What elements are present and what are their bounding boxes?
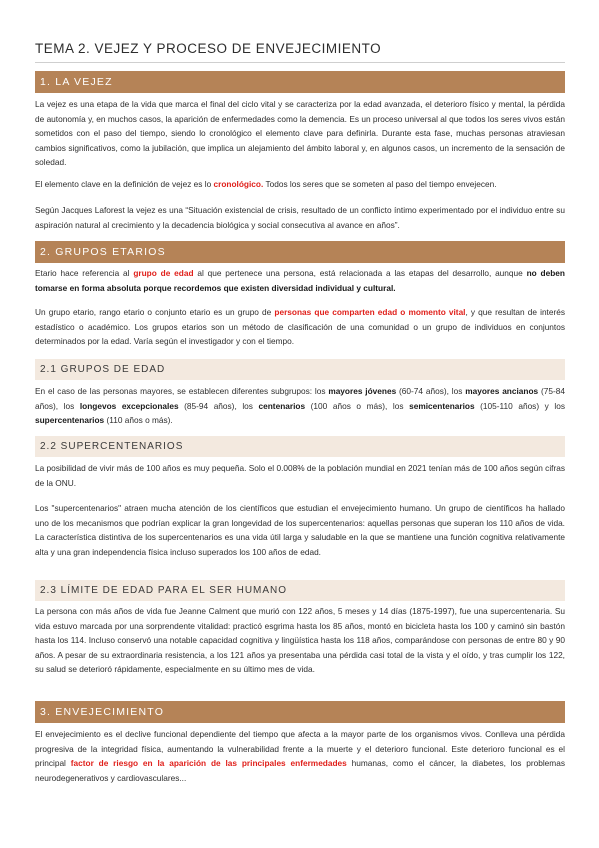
- text-run: (110 años o más).: [104, 415, 173, 426]
- paragraph-posibilidad-100: La posibilidad de vivir más de 100 años es muy pequeña. Solo el 0.008% de la población mundial en 2021 tenían más de 100 años según cifras de la ONU.: [35, 463, 565, 488]
- paragraph-envejecimiento-definition: [35, 727, 565, 785]
- text-run: (105-110 años) y los: [474, 400, 565, 411]
- text-run: Un grupo etario, rango etario o conjunto etario es un grupo de: [35, 307, 275, 317]
- text-run: Todos los seres que se someten al paso del tiempo envejecen.: [263, 179, 497, 189]
- paragraph-etario-definition: [35, 266, 565, 295]
- bold-diversidad: no deben tomarse en forma absoluta porque recordemos que existen diversidad individual y cultural.: [35, 268, 565, 293]
- text-run: Etario hace referencia al: [35, 268, 134, 278]
- text-run: (85-94 años), los: [178, 400, 259, 411]
- section-heading-envejecimiento: 3. ENVEJECIMIENTO: [35, 701, 565, 723]
- highlight-cronologico: cronológico.: [213, 179, 264, 189]
- text-run: En el caso de las personas mayores, se establecen diferentes subgrupos: los: [35, 386, 329, 396]
- bold-centenarios: centenarios: [258, 400, 306, 411]
- paragraph-supercentenarios: Los "supercentenarios" atraen mucha atención de los científicos que estudian el envejecimiento humano. Un grupo de científicos ha hallado uno de los mecanismos que podrían explicar la gran longevidad de los supercentenarios: aquellas personas que superan los 110 años de vida. La característica distintiva de los supercentenarios es una vida útil larga y saludable en la que se mantiene una función cognitiva relativamente alta y una gran independencia física incluso superados los 100 años de edad.: [35, 503, 565, 557]
- section-heading-grupos-de-edad: 2.1 GRUPOS DE EDAD: [35, 359, 565, 380]
- text-run: humanas, como el cáncer, la diabetes, los problemas neurodegenerativos y cardiovasculares...: [35, 758, 565, 783]
- page-title: TEMA 2. VEJEZ Y PROCESO DE ENVEJECIMIENTO: [35, 41, 382, 56]
- highlight-grupo-de-edad: grupo de edad: [133, 268, 194, 278]
- text-run: El elemento clave en la definición de vejez es lo: [35, 179, 214, 189]
- text-run: , y que resultan de interés estadístico o académico. Los grupos etarios son un método de clasificación de una comunidad o un grupo de individuos en conjuntos determinados por la edad. Varía según el investigador y con el tiempo.: [35, 307, 566, 347]
- paragraph-grupo-etario: [35, 305, 565, 349]
- bold-supercentenarios: supercentenarios: [35, 415, 105, 426]
- section-heading-limite-edad: 2.3 LÍMITE DE EDAD PARA EL SER HUMANO: [35, 580, 565, 601]
- text-run: El envejecimiento es el declive funcional dependiente del tiempo que afecta a la mayor parte de los organismos vivos. Conlleva una pérdida progresiva de la integridad física, aumentando la vulnerabilidad frente a la muerte y el deterioro funcional. Este deterioro funcional es el principal: [35, 729, 565, 769]
- section-heading-grupos-etarios: 2. GRUPOS ETARIOS: [35, 241, 565, 263]
- bold-longevos: longevos excepcionales: [79, 400, 179, 411]
- highlight-personas-edad: personas que comparten edad o momento vital: [274, 307, 466, 317]
- highlight-factor-de-riesgo: factor de riesgo en la aparición de las principales enfermedades: [70, 758, 347, 769]
- paragraph-jeanne-calment: La persona con más años de vida fue Jeanne Calment que murió con 122 años, 5 meses y 14 días (1875-1997), fue una supercentenaria. Su vida estuvo marcada por una sorprendente vitalidad: practicó esgrima hasta los 85 años, montó en bicicleta hasta los 100 y caminó sin bastón hasta los 114. Incluso conservó una notable capacidad cognitiva y lingüística hasta los 118 años, comparándose con personas de entre 80 y 90 años. A pesar de su extraordinaria resistencia, a los 121 años ya presentaba una pérdida casi total de la vista y el oído, y tras cumplir los 122, su salud se deterioró rápidamente, especialmente en su último mes de vida.: [35, 606, 565, 675]
- bold-semicentenarios: semicentenarios: [409, 400, 475, 411]
- paragraph-vejez-definition: La vejez es una etapa de la vida que marca el final del ciclo vital y se caracteriza por la edad avanzada, el deterioro físico y mental, la pérdida de autonomía y, en muchos casos, la aparición de enfermedades como la demencia. Es un proceso universal al que todos los seres vivos están sometidos con el paso del tiempo, siendo lo cronológico el elemento clave para definirla. Durante esta fase, muchas personas atraviesan cambios significativos, como la jubilación, que implica un alejamiento del ámbito laboral y, en algunos casos, un incremento de la sensación de soledad.: [35, 99, 565, 168]
- section-heading-vejez: 1. LA VEJEZ: [35, 71, 565, 93]
- bold-mayores-jovenes: mayores jóvenes: [328, 386, 397, 396]
- text-run: (60-74 años), los: [396, 386, 466, 396]
- section-heading-supercentenarios: 2.2 SUPERCENTENARIOS: [35, 436, 565, 457]
- bold-mayores-ancianos: mayores ancianos: [465, 386, 539, 396]
- paragraph-subgrupos: [35, 384, 565, 428]
- paragraph-vejez-key-element: [35, 177, 565, 192]
- text-run: (75-84 años), los: [35, 386, 565, 411]
- text-run: (100 años o más), los: [305, 400, 410, 411]
- text-run: al que pertenece una persona, está relacionada a las etapas del desarrollo, aunque: [193, 268, 527, 278]
- title-divider: [35, 62, 565, 63]
- paragraph-laforest-quote: Según Jacques Laforest la vejez es una “Situación existencial de crisis, resultado de un conflicto íntimo experimentado por el individuo entre su aspiración natural al crecimiento y la decadencia biológica y social consecutiva al avance en años”.: [35, 205, 565, 230]
